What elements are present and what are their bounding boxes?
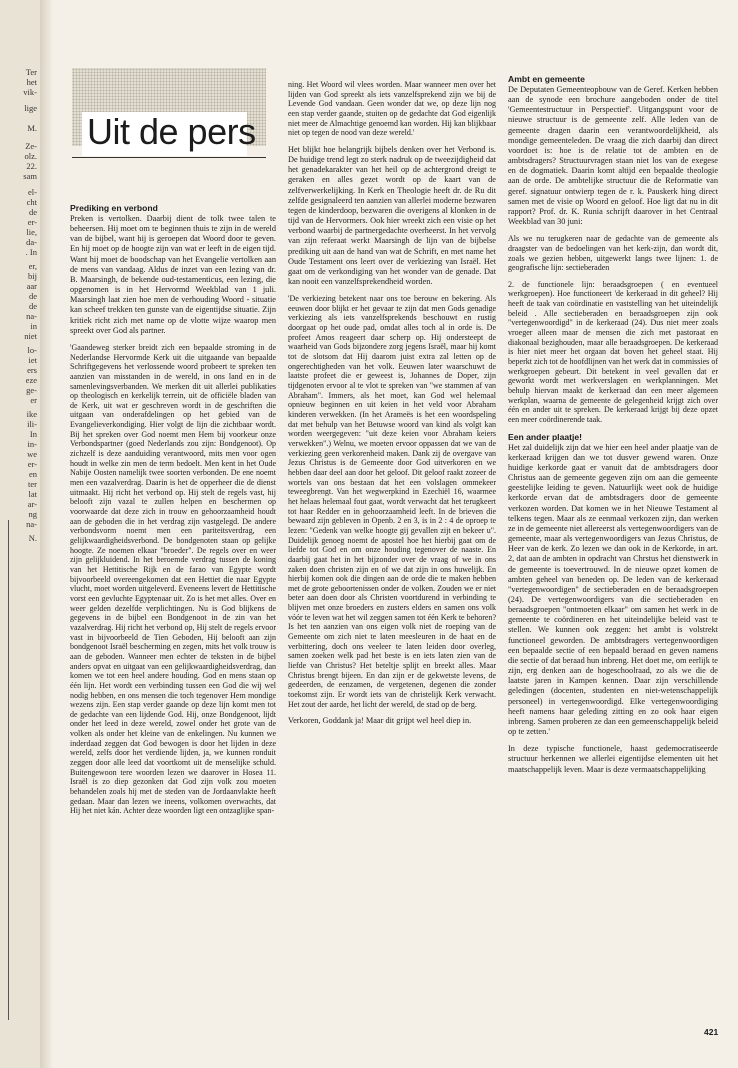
col3-para3: In deze typische functionele, haast gedemocratiseerde structuur herkennen we allerlei eigentijdse elementen uit het maatschappelijk leven. Maar is deze vermaatschappelijking [508,744,718,774]
margin-fragment: lige [24,103,37,113]
margin-fragment: Ter [25,67,37,77]
margin-fragment: sam [23,171,37,181]
margin-fragment: ge- [26,385,37,395]
margin-fragment: ili- [27,419,37,429]
magazine-page [52,0,738,1068]
col2-quote2: 'De verkiezing betekent naar ons toe berouw en bekering. Als eeuwen door blijkt er het gevaar te zijn dat men Gods genadige verkiezing als iets vanzelfsprekends beschouwt en rustig doorgaat op het oude pad, omdat alles toch al in orde is. De profeet Amos reageert daar scherp op. Hij ondersteept de waarheid van Gods bijzondere zorg jegens Israël, maar hij komt tot de slotsom dat Hij daarom juist extra zal letten op de ongerechtigheden van het volk. Eeuwen later waarschuwt de laatste profeet die er geweest is, Johannes de Doper, zijn tijdgenoten ervoor al te vlot te spreken van "we stammen af van Abraham". Immers, als het moet, kan God wel helemaal opnieuw beginnen en uit keien in het veld voor Abraham kinderen verwekken. (In het Arameës is het een woordspeling dat met behulp van het Betuwse woord van kind als volgt kan worden weergegeven: "uit deze keien voor Abraham keiers verwekken".) Welnu, we moeten ervoor oppassen dat we van de verkiezing geen verkorenheid maken. Dank zij de overgave van Jezus Christus is de Gemeente door God uitverkoren en we hebben daar deel aan door het geloof. Dit geloof raakt zozeer de wortels van ons bestaan dat het een volslagen ommekeer teweegbrengt. Van het wegwerpkind in Ezechiël 16, waarmee het helaas helemaal fout gaat, wordt verwacht dat het terugkeert tot haar Redder en in gehoorzaamheid leeft. In de brieven die bewaard zijn gebleven in Openb. 2 en 3, is in 2 : 4 de oproep te lezen: "Gedenk van welke hoogte gij gevallen zijt en bekeer u". Duidelijk genoeg noemt de apostel hoe het hierbij gaat om de liefde tot God en om onze houding tegenover de naaste. En daarbij gaat het in het bijzonder over de vraag of we in ons zaken doen christen zijn en of we dat zijn in ons huwelijk. En hierbij komen ook die dingen aan de orde die te maken hebben met de grote geboortenissen onder de volken. Zouden we er niet beter aan doen door als Christen voortdurend in verbinding te blijven met onze broeders en zusters elders en samen ons volk vóór te leven wat het wil zeggen samen tot één Kerk te behoren? Is het ten aanzien van ons eigen volk niet de roeping van de Gemeente om zich niet te laten meesleuren in de haat en de verbittering, doch ons veeleer te laten leiden door overleg, samen zoeken welk pad het beste is en iets laten zien van de liefde van Christus? Het beteltje splijt en breekt alles. Maar Christus brengt bijeen. En dan zijn er de gekwetste levens, de gedeerden, de eenzamen, de vergetenen, degenen die zonder toekomst zijn. Er wordt iets van de christelijk Kerk verwacht. Het zout der aarde, het licht der wereld, de stad op de berg. [288,294,496,709]
margin-fragment: cht [26,197,37,207]
margin-fragment: iet [28,355,37,365]
margin-fragment: er, [28,261,37,271]
margin-fragment: olz. [24,151,37,161]
margin-fragment: na- [26,519,37,529]
page-number: 421 [704,1027,719,1037]
col2-quote-cont: ning. Het Woord wil vlees worden. Maar wanneer men over het lijden van God spreekt als iets vanzelfsprekend zijn we bij de Levende God vandaan. Geen wonder dat we, op deze lijn nog een stap verder gaande, stuiten op de gedachte dat God eigenlijk niet meer de Almachtige genoemd kan worden. Hij kan blijkbaar niet op tegen de nood van deze wereld.' [288,80,496,138]
col3-quote1: Als we nu terugkeren naar de gedachte van de gemeente als draagster van de bedoelingen van het kerk-zijn, dan wordt dit, zoals we gezien hebben, uitgewerkt langs twee lijnen: 1. de geografische lijn: sectieberaden [508,234,718,273]
margin-fragment: er [30,395,37,405]
margin-fragment: lo- [27,345,37,355]
margin-rule [8,520,9,1020]
heading-ander-plaatje: Een ander plaatje! [508,431,583,442]
margin-fragment: el- [28,187,37,197]
col1-intro: Preken is vertolken. Daarbij dient de tolk twee talen te beheersen. Hij moet om te beginnen thuis te zijn in de wereld van de bijbel, want hij is geroepen dat Woord door te geven. En hij moet op de hoogte zijn van wat er leeft in de eigen tijd. Want hij moet de boodschap van het Evangelie vertolken aan de mens van vandaag. Aldus de inzet van een lezing van dr. B. Maarsingh, de bekende oud-testamenticus, een lezing, die opgenomen is in het Hervormd Weekblad van 1 juli. Maarsingh laat zien hoe men de verhouding Woord - situatie kan scheef trekken ten gunste van de eigentijdse situatie. Zijn kritiek richt zich met name op de vlotte wijze waarop men spreekt over God als partner. [70,214,276,335]
margin-fragment: we [27,449,37,459]
column-1 [70,203,276,1033]
margin-fragment: . In [25,247,37,257]
margin-fragment: lie, [26,227,37,237]
margin-fragment: aar [26,281,37,291]
margin-fragment: in- [27,439,37,449]
margin-fragment: in [30,321,37,331]
margin-fragment: er- [27,459,37,469]
margin-fragment: eze [25,375,37,385]
book-binding-shadow [40,0,52,1068]
margin-fragment: na- [26,311,37,321]
margin-fragment: M. [27,123,37,133]
margin-fragment: de [28,301,37,311]
col2-para1: Het blijkt hoe belangrijk bijbels denken over het Verbond is. De huidige trend legt zo sterk nadruk op de tweezijdigheid dat het genadekarakter van het heil op de achtergrond dreigt te geraken en alles gezet wordt op de kaart van de zelfverwerkelijking. In Kerk en Theologie heeft dr. de Ru dit zelfde gesignaleerd ten aanzien van allerlei moderne bezwaren tegen de kinderdoop, bezwaren die overigens al klonken in de tijd van de Hervormers. Ook hier wreekt zich een visie op het verbond waarbij de partnergedachte overheerst. In het vervolg van zijn referaat werkt Maarsingh de lijn van de bijbelse prediking uit aan de hand van wat de Schrift, en met name het Oude Testament ons leert over de verkiezing van Israël. Het gaat om de verkondiging van het wonder van de genade. Dat kan nooit een vanzelfsprekendheid worden. [288,144,496,286]
heading-prediking: Prediking en verbond [70,203,158,213]
margin-fragment: ike [26,409,37,419]
adjacent-page-margin [0,0,40,1068]
margin-fragment: vik- [23,87,37,97]
heading-ambt: Ambt en gemeente [508,74,585,84]
margin-fragment: ers [27,365,37,375]
margin-fragment: de [28,207,37,217]
margin-fragment: bij [28,271,37,281]
margin-fragment: In [29,429,37,439]
col1-quote: 'Gaandeweg sterker breidt zich een bepaalde stroming in de Nederlandse Hervormde Kerk uit die uitgaande van bepaalde Schriftgegevens het verlossende woord probeert te spreken ten aanzien van misstanden in de wereld, in ons land en in de samenlevingsverbanden. We merken dit uit allerlei publikaties op theologisch en kerkelijk terrein, uit de officiële bladen van de Kerk, uit wat er geschreven wordt in de geschriften die uitgaan van onderafdelingen op het gebied van de Evangelieverkondiging. Hier volgt de lijn die zichtbaar wordt. Bij het spreken over God noemt men Hem bij voorkeur onze Verbondspartner (goed Nederlands zou zijn: Bondgenoot). Op zichzelf is deze aanduiding verantwoord, mits men voor ogen houdt in welke zin men de term bedoelt. Men kent in het Oude Nabije Oosten namelijk twee soorten verbonden. De ene noemt men een vazalverdrag. Daarin is het de opperheer die de dienst uitmaakt. Hij richt het verbond op. Hij stelt de regels vast, hij belooft zijn vazal te zullen helpen en beschermen op voorwaarde dat deze zich in trouw en gehoorzaamheid houdt aan de geboden die in het verdrag zijn vastgelegd. De andere verbondsvorm noemt men een pariteitsverdrag, een gelijkwaardigheidsverbond. De bondgenoten staan op gelijke hoogte. Ze noemen elkaar "broeder". De regels over en weer zijn gelijkluidend. In het beroemde verdrag tussen de koning van het Hettitische Rijk en de farao van Egypte wordt bijvoorbeeld overeengekomen dat een Hettiet die naar Egypte vlucht, moet worden uitgeleverd. Eveneens levert de Hettitische vorst een gevluchte Egyptenaar uit. Zo is het met alles. Over en weer gelden dezelfde verplichtingen. Nu is God blijkens de gegevens in de bijbel een Bondgenoot in de zin van het vazalverdrag. Hij richt het verbond op, Hij stelt de regels ervoor vast in bijvoorbeeld de Tien Geboden, Hij belooft aan zijn bondgenoot Israël bescherming en zegen, mits het volk trouw is aan de geboden. Wanneer men echter de teksten in de bijbel anders opvat en uitgaat van een gelijkwaardigheidsverdrag, dan komen we tot een heel andere houding. God en mens staan op één lijn. Het wordt een verbinding tussen een God die wij wel nodig hebben, en ons mensen die toch tegenover Hem mondige wezens zijn. Een stap verder gaande op deze lijn komt men tot de gedachte van een lijdende God. Hij, onze Bondgenoot, lijdt onder het leed in deze wereld, zowel onder het grote van de volken als onder het kleine van de enkelingen. Nu kunnen we inderdaad zeggen dat God bewogen is door het lijden in deze wereld, zelfs door het verdiende lijden, ja, we kunnen ronduit zeggen door alle leed dat voortkomt uit de menselijke schuld. Buitengewoon tere woorden lezen we daarover in Hosea 11. Israël is zo diep gezonken dat God zijn volk zou moeten behandelen zoals hij met de steden van de Jordaanvlakte heeft gedaan. Maar dan lezen we ineens, volkomen overwachts, dat Hij het niet kán. Achter deze woorden ligt een ontzaglijke span- [70,342,276,816]
margin-fragment: 22. [26,161,37,171]
column-2 [288,80,496,1030]
col3-para1: De Deputaten Gemeenteopbouw van de Geref. Kerken hebben aan de synode een brochure aangeboden onder de titel 'Gemeentestructuur in Perspectief'. Uitgangspunt voor de nieuwe structuur is de gemeente zelf. Alle leden van de gemeente dragen daarin een verantwoordelijkheid, als mondige gemeenteleden. De vraag die zich daarbij dan direct voordoet is: hoe is de relatie tot de ambten en de ambtsdragers? Structuurvragen staan niet los van de exegese en de dogmatiek. Daarin komt altijd een bepaalde theologie aan de orde. De ambtelijke structuur die de Reformatie van geref. signatuur ontwierp tegen de r. k. Pauskerk hing direct samen met de visie op Woord en geloof. Hoe ligt dat nu in dit rapport? Prof. dr. K. Runia schrijft daarover in het Centraal Weekblad van 30 juni: [508,85,718,227]
col3-para2: Het zal duidelijk zijn dat we hier een heel ander plaatje van de kerkeraad krijgen dan we tot dusver gewend waren. Onze huidige kerkorde gaat er vanuit dat de ambtsdragers door Christus aan de gemeente gegeven zijn om aan die gemeente geestelijke leiding te geven. Natuurlijk weet ook de huidige kerkorde ervan dat de ambtsdragers door de gemeente verkozen worden. Dat komen we in het Nieuwe Testament al telkens tegen. Maar als ze eenmaal verkozen zijn, dan werken ze in de gemeente niet allereerst als vertegenwoordigers van de gemeente, maar als vertegenwoordigers van Jezus Christus, de Heer van de kerk. Zo lezen we dan ook in de Kerkorde, in art. 2, dat aan de ambten in opdracht van Chrstus het dienstwerk in de gemeente is toevertrouwd. In de nieuwe opzet komen de ambten geheel van beneden op. De leden van de kerkeraad "vertegenwoordigen" de sectieberaden en de beraadsgroepen (24). De vertegenwoordigers van die sectieberaden en beraadsgroepen "ontmoeten elkaar" om samen het werk in de gemeente te coördineren en het uiteindelijke beleid vast te stellen. We kunnen ook zeggen: het ambt is volstrekt functioneel geworden. De ambtsdragers vertegenwoordigen een bepaalde sectie of een bepaald beraad en geven namens die sectie of dat beraad hun inbreng. Het doet me, om eerlijk te zijn, erg denken aan de hogeschoolraad, zo als we die de laatste jaren in Kampen kennen. Daar zijn verschillende geledingen (docenten, studenten en niet-wetenschappelijk personeel) in vertegenwoordigd. Elke vertegenwoordiging heeft namens haar geleding zitting en zo ook haar eigen inbreng. Samen proberen ze dan een gemeenschappelijk beleid op te zetten.' [508,442,718,737]
margin-fragment: lat [28,489,37,499]
section-title: Uit de pers [87,111,256,152]
margin-fragment: ng [28,509,37,519]
margin-fragment: da- [26,237,37,247]
margin-fragment: het [26,77,37,87]
title-rule [72,157,266,158]
margin-fragment: ar- [27,499,37,509]
margin-fragment: er- [27,217,37,227]
col3-quote2: 2. de functionele lijn: beraadsgroepen ( en eventueel werkgroepen). Hoe functioneert 'de kerkeraad in dit geheel? Hij heeft de taak van coördinatie en vaststelling van het uiteindelijk beleid . Alle sectieberaden en beraadsgroepen zijn ook "vertegenwoordigd" in de kerkeraad (24). Dus niet meer zoals vroeger alleen maar de mensen die zich met pastoraat en diakonaal bezighouden, maar alle beraadsgroepen. De kerkeraad is hier niet meer het orgaan dat boven het geheel staat. Hij beperkt zich tot de hoofdlijnen van het werk dat in commissies of werkgroepen gebeurt. Dit betekent in veel gevallen dat er geworkt wordt met werkverslagen en werkplanningen. Met behulp hiervan maakt de kerkeraad dan een meer algemeen werkplan, waarna de gemeente de gelegenheid krijgt zich over één en ander uit te spreken. De kerkeraad krijgt bij deze opzet een meer coördinerende taak. [508,279,718,424]
margin-fragment: N. [28,533,37,543]
column-3 [508,74,718,1034]
col2-closing: Verkoren, Goddank ja! Maar dit grijpt wel heel diep in. [288,716,472,726]
margin-fragment: ter [28,479,37,489]
margin-fragment: Ze- [25,141,37,151]
margin-fragment: en [28,469,37,479]
margin-fragment: de [28,291,37,301]
margin-fragment: niet [24,331,37,341]
